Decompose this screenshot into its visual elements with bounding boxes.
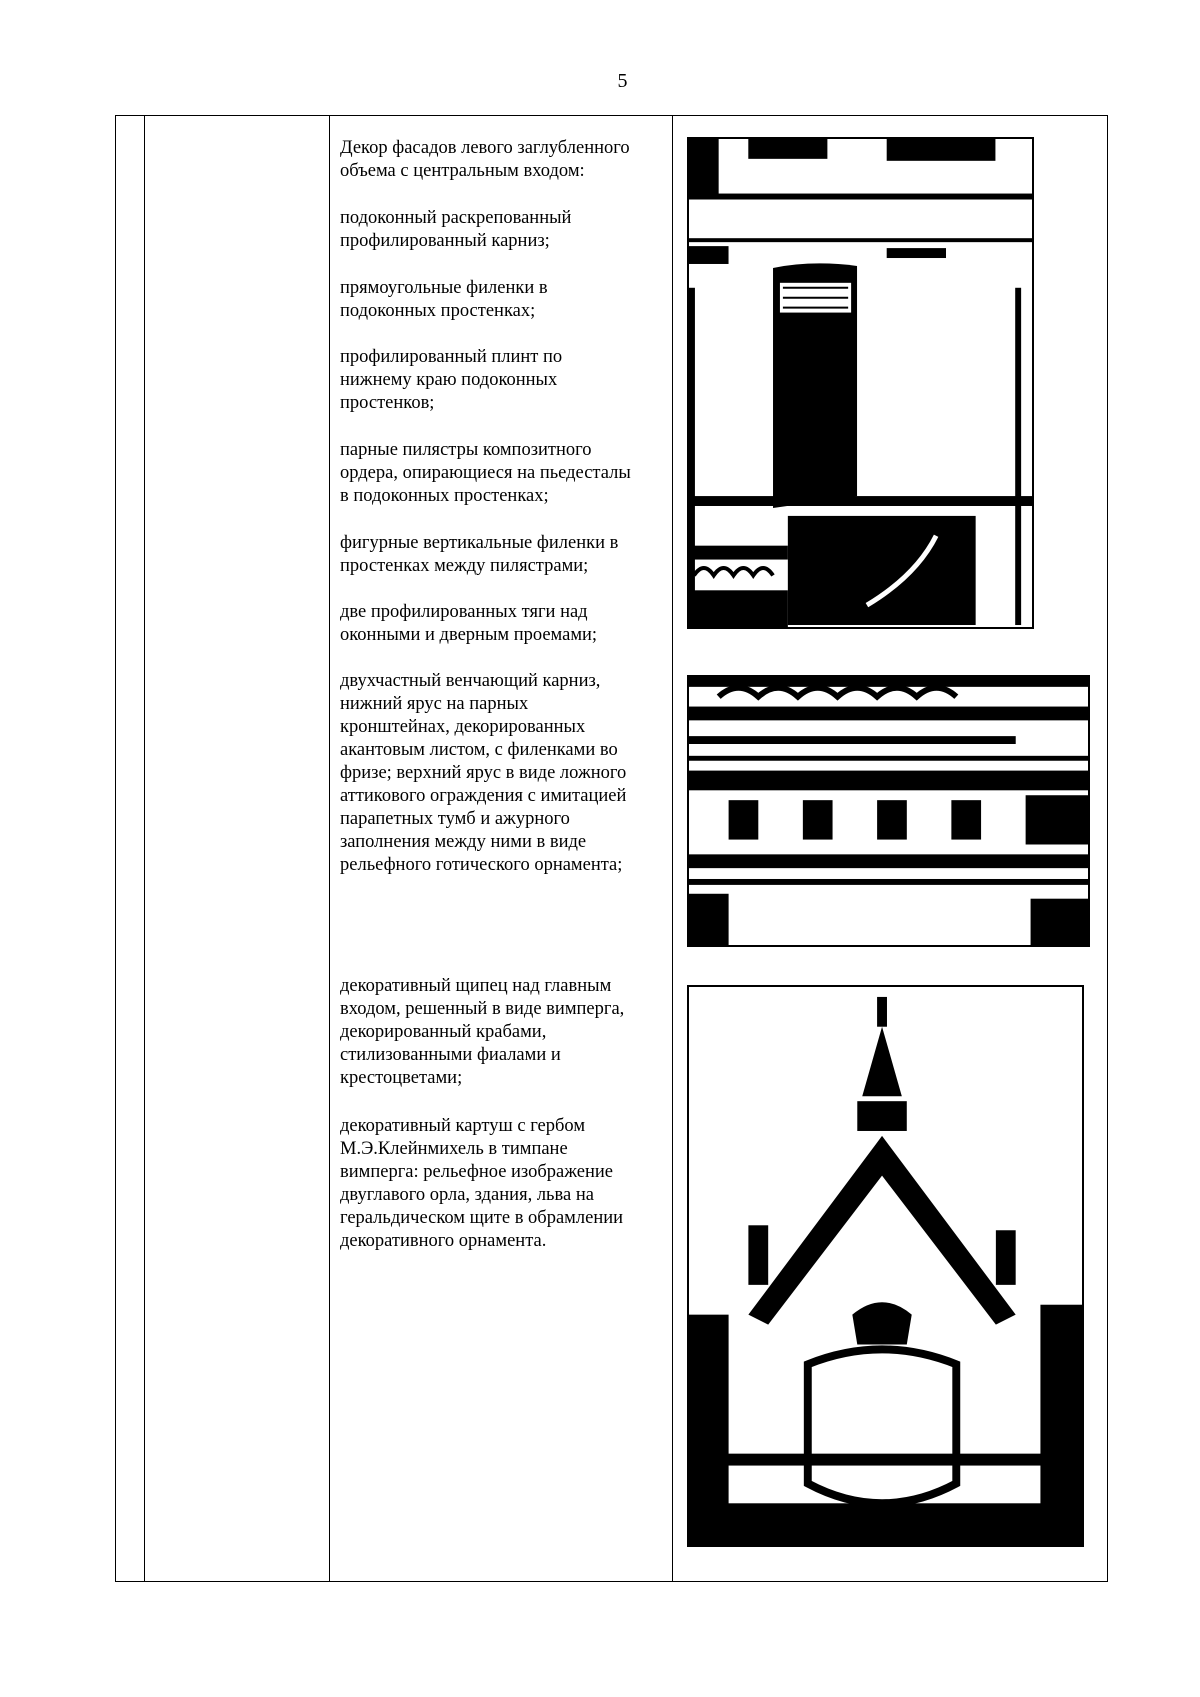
facade-window-photo xyxy=(687,137,1034,629)
paragraph-facade-decor: Декор фасадов левого заглубленного объема с центральным входом: xyxy=(340,138,630,181)
paragraph-pilasters: парные пилястры композитного ордера, опирающиеся на пьедесталы в подоконных простенках; xyxy=(340,440,631,506)
paragraph-rect-panels: прямоугольные филенки в подоконных простенках; xyxy=(340,278,548,321)
paragraph-vertical-panels: фигурные вертикальные филенки в простенках между пилястрами; xyxy=(340,533,619,576)
page-number: 5 xyxy=(617,70,628,92)
paragraph-sill-cornice: подоконный раскрепованный профилированный карниз; xyxy=(340,208,572,251)
paragraph-plinth: профилированный плинт по нижнему краю подоконных простенков; xyxy=(340,347,563,413)
column-divider-1 xyxy=(144,115,145,1582)
cornice-photo xyxy=(687,675,1090,947)
paragraph-cartouche: декоративный картуш с гербом М.Э.Клейнмихель в тимпане вимперга: рельефное изображение двуглавого орла, здания, льва на геральдическом щите в обрамлении декоративного орнамента. xyxy=(340,1116,624,1251)
paragraph-profiled-rods: две профилированных тяги над оконными и дверным проемами; xyxy=(340,602,598,645)
column-divider-2 xyxy=(329,115,330,1582)
paragraph-gable: декоративный щипец над главным входом, решенный в виде вимперга, декорированный крабами, стилизованными фиалами и крестоцветами; xyxy=(340,976,625,1088)
column-divider-3 xyxy=(672,115,673,1582)
gable-cartouche-photo xyxy=(687,985,1084,1547)
paragraph-crowning-cornice: двухчастный венчающий карниз, нижний ярус на парных кронштейнах, декорированных акантовым листом, с филенками во фризе; верхний ярус в виде ложного аттикового ограждения с имитацией парапетных тумб и ажурного заполнения между ними в виде рельефного готического орнамента; xyxy=(340,671,627,875)
